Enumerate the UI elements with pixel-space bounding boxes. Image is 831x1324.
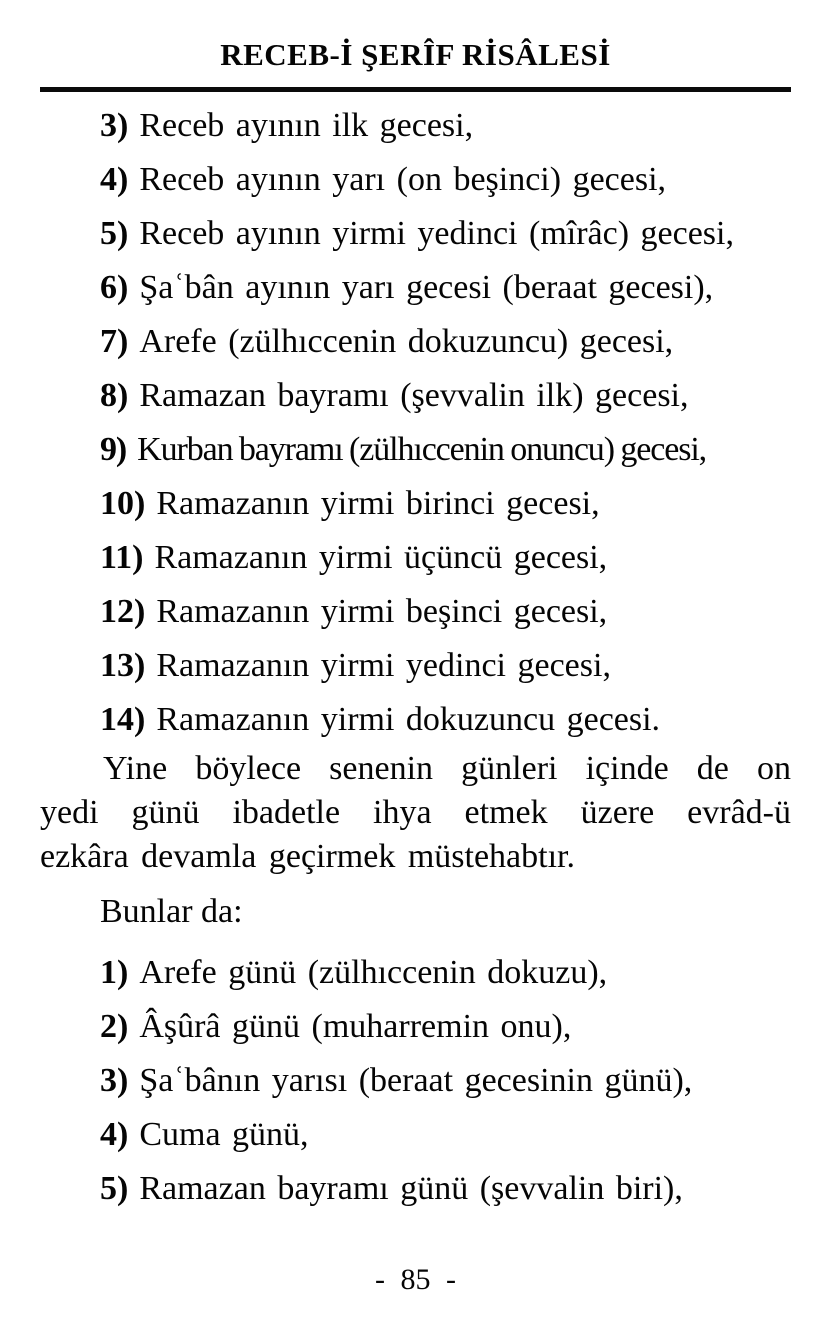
list-item-number: 7) (100, 323, 129, 360)
list-item (0, 693, 831, 747)
list-item-text: Cuma günü, (139, 1116, 309, 1153)
list-item-text: Ramazan bayramı (şevvalin ilk) gecesi, (139, 377, 689, 414)
list-item-number: 5) (100, 215, 129, 252)
list-item (0, 477, 831, 531)
list-item (0, 315, 831, 369)
list-item (0, 423, 831, 477)
list-item-text: Ramazanın yirmi üçüncü gecesi, (154, 539, 608, 576)
list-item (0, 1000, 831, 1054)
list-item-text: Receb ayının yirmi yedinci (mîrâc) gecesi, (139, 215, 734, 252)
subheading: Bunlar da: (100, 893, 243, 930)
list-item (0, 207, 831, 261)
page-number: - 85 - (375, 1263, 456, 1296)
list-item (0, 531, 831, 585)
list-item (0, 1054, 831, 1108)
list-item-text: Âşûrâ günü (muharremin onu), (139, 1008, 572, 1045)
list-item-number: 3) (100, 107, 129, 144)
list-item-number: 12) (100, 593, 146, 630)
list-item (0, 639, 831, 693)
list-item-number: 9) (100, 431, 127, 468)
list-item-number: 4) (100, 161, 129, 198)
list-item (0, 369, 831, 423)
list-item-number: 10) (100, 485, 146, 522)
list-item-text: Ramazanın yirmi birinci gecesi, (156, 485, 600, 522)
list-item-number: 5) (100, 1170, 129, 1207)
list-item (0, 1162, 831, 1216)
list-item-text: Arefe günü (zülhıccenin dokuzu), (139, 954, 608, 991)
nights-list (0, 99, 831, 747)
list-item-text: Şaʿbân ayının yarı gecesi (beraat gecesi), (139, 269, 714, 306)
list-item-text: Ramazanın yirmi yedinci gecesi, (156, 647, 611, 684)
list-item (0, 153, 831, 207)
list-item-number: 8) (100, 377, 129, 414)
list-item-text: Receb ayının ilk gecesi, (139, 107, 474, 144)
list-item-text: Ramazan bayramı günü (şevvalin biri), (139, 1170, 683, 1207)
header-rule (40, 87, 791, 92)
days-list (0, 946, 831, 1216)
paragraph-line: ezkâra devamla geçirmek müstehabtır. (40, 838, 575, 875)
paragraph-line: yedi günü ibadetle ihya etmek üzere evrâd-ü (40, 794, 791, 831)
list-item (0, 946, 831, 1000)
list-item (0, 261, 831, 315)
list-item (0, 99, 831, 153)
list-item (0, 585, 831, 639)
list-item-text: Ramazanın yirmi beşinci gecesi, (156, 593, 608, 630)
list-item-number: 14) (100, 701, 146, 738)
list-item-text: Kurban bayramı (zülhıccenin onuncu) gecesi, (137, 431, 707, 468)
list-item-number: 2) (100, 1008, 129, 1045)
list-item-text: Ramazanın yirmi dokuzuncu gecesi. (156, 701, 661, 738)
list-item-number: 13) (100, 647, 146, 684)
list-item (0, 1108, 831, 1162)
list-item-text: Arefe (zülhıccenin dokuzuncu) gecesi, (139, 323, 674, 360)
list-item-number: 4) (100, 1116, 129, 1153)
page-title: RECEB-İ ŞERÎF RİSÂLESİ (220, 37, 611, 72)
list-item-text: Receb ayının yarı (on beşinci) gecesi, (139, 161, 667, 198)
list-item-number: 3) (100, 1062, 129, 1099)
body-paragraph (40, 747, 791, 879)
paragraph-line: Yine böylece senenin günleri içinde de on (103, 750, 791, 787)
list-item-number: 6) (100, 269, 129, 306)
list-item-number: 1) (100, 954, 129, 991)
list-item-number: 11) (100, 539, 144, 576)
list-item-text: Şaʿbânın yarısı (beraat gecesinin günü), (139, 1062, 693, 1099)
